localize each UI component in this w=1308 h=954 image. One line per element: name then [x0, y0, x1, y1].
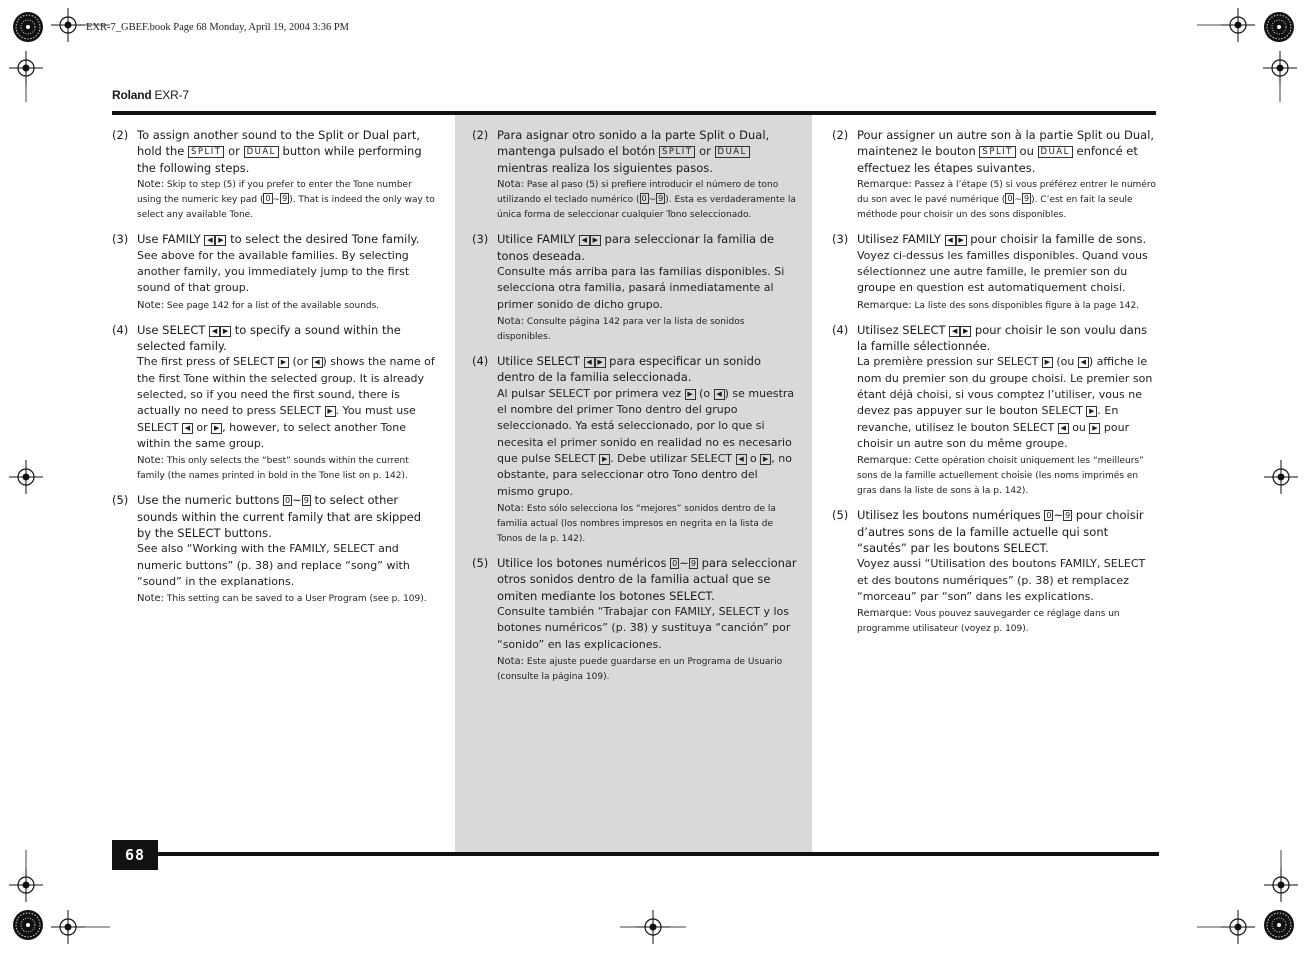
- left-arrow-icon: ◀: [204, 235, 215, 246]
- note-label: Remarque:: [857, 179, 912, 191]
- step-item: [832, 322, 1158, 500]
- SPLIT-key-icon: SPLIT: [659, 146, 695, 158]
- number-key-icon: 9: [303, 496, 309, 506]
- step-item: [112, 231, 437, 313]
- note-label: Remarque:: [857, 608, 912, 620]
- right-arrow-icon: ▶: [956, 235, 967, 246]
- right-arrow-icon: ▶: [220, 326, 231, 337]
- step-item: [832, 231, 1158, 313]
- step-description: Al pulsar SELECT por primera vez ▶ (o ◀ ) se muestra el nombre del primer Tono dentro del grupo seleccionado. Ya está seleccionado, por lo que si necesita el primer sonido en realidad no es necesario que pulse SELECT ▶ . Debe utilizar SELECT ◀ o ▶ , no obstante, para seleccionar otro Tono dentro del mismo grupo.: [497, 386, 795, 498]
- note-text: This setting can be saved to a User Program (see p. 109).: [166, 594, 427, 605]
- step-note: [137, 453, 437, 484]
- step-description: Consulte más arriba para las familias disponibles. Si selecciona otra familia, pasará inmediatamente al primer sonido de dicho grupo.: [497, 265, 785, 311]
- step-description: See also “Working with the FAMILY, SELECT and numeric buttons” (p. 38) and replace “song” with “sound” in the explanations.: [137, 542, 410, 588]
- right-arrow-icon: ▶: [595, 357, 606, 368]
- left-arrow-icon: ◀: [1058, 423, 1069, 434]
- right-arrow-icon: ▶: [278, 357, 289, 368]
- number-key-icon: 0: [1007, 194, 1013, 204]
- step-number: (2): [112, 128, 129, 142]
- number-key-icon: 9: [1023, 194, 1030, 204]
- left-arrow-icon: ◀: [182, 423, 193, 434]
- right-arrow-icon: ▶: [211, 423, 222, 434]
- step-item: [112, 492, 437, 607]
- step-note: [497, 314, 798, 345]
- step-instruction: Utilice FAMILY ◀ ▶ para seleccionar la familia de tonos deseada.: [497, 232, 775, 263]
- step-instruction: Use SELECT ◀ ▶ to specify a sound within the selected family.: [137, 322, 401, 353]
- step-description: La première pression sur SELECT ▶ (ou ◀ ) affiche le nom du premier son du groupe choisi. Le premier son étant déjà choisi, si vous comptez l’utiliser, vous ne devez pas appuyer sur le bouton SELECT ▶ . En revanche, utilisez le bouton SELECT ◀ ou ▶ pour choisir un autre son du même groupe.: [857, 355, 1153, 450]
- note-label: Note:: [137, 593, 165, 605]
- note-text: See page 142 for a list of the available sounds.: [166, 300, 380, 311]
- file-info: EXR-7_GBEF.book Page 68 Monday, April 19, 2004 3:36 PM: [86, 22, 350, 33]
- step-instruction: Utilisez SELECT ◀ ▶ pour choisir le son voulu dans la famille sélectionnée.: [857, 322, 1148, 353]
- right-arrow-icon: ▶: [1042, 357, 1053, 368]
- step-number: (5): [832, 508, 849, 523]
- running-header: [112, 88, 189, 102]
- column-french: [832, 127, 1158, 645]
- step-note: [137, 591, 437, 607]
- step-number: (3): [832, 232, 849, 247]
- step-number: (4): [472, 353, 489, 368]
- step-instruction: Use FAMILY ◀ ▶ to select the desired Tone family.: [137, 232, 420, 247]
- step-item: [112, 322, 437, 485]
- note-label: Nota:: [497, 502, 525, 514]
- step-number: (5): [112, 493, 129, 508]
- step-description: See above for the available families. By selecting another family, you immediately jump to the first sound of that group.: [137, 248, 410, 295]
- step-instruction: Utilice los botones numéricos 0 ~ 9 para seleccionar otros sonidos dentro de la familia actual que se omiten mediante los botones SELECT.: [497, 555, 797, 603]
- note-label: Nota:: [497, 179, 525, 191]
- number-key-icon: 9: [1065, 511, 1071, 521]
- step-item: [832, 127, 1158, 223]
- step-note: [497, 177, 798, 223]
- SPLIT-key-icon: SPLIT: [188, 146, 224, 158]
- left-arrow-icon: ◀: [949, 326, 960, 337]
- step-instruction: Para asignar otro sonido a la parte Split o Dual, mantenga pulsado el botón SPLIT or DUAL mientras realiza los siguientes pasos.: [497, 128, 770, 175]
- step-note: [497, 654, 798, 685]
- model-name: EXR-7: [154, 88, 189, 102]
- step-instruction: Utilisez les boutons numériques 0 ~ 9 pour choisir d’autres sons de la famille actuelle qui sont “sautés” par les boutons SELECT.: [857, 508, 1144, 555]
- right-arrow-icon: ▶: [685, 389, 696, 400]
- note-text: Consulte página 142 para ver la lista de sonidos disponibles.: [497, 316, 745, 342]
- step-description: The first press of SELECT ▶ (or ◀ ) shows the name of the first Tone within the selected group. It is already selected, so if you need the first sound, there is actually no need to press SELECT ▶ . You must use SELECT ◀ or ▶ , however, to select another Tone within the same group.: [137, 355, 435, 450]
- note-label: Note:: [137, 455, 165, 467]
- page-number: 68: [112, 840, 158, 870]
- step-number: (2): [832, 128, 849, 142]
- right-arrow-icon: ▶: [590, 235, 601, 246]
- step-note: [497, 501, 798, 547]
- step-item: [472, 353, 798, 547]
- left-arrow-icon: ◀: [1078, 357, 1089, 368]
- step-item: [472, 555, 798, 685]
- note-label: Nota:: [497, 315, 525, 327]
- step-instruction: Utilice SELECT ◀ ▶ para especificar un sonido dentro de la familia seleccionada.: [497, 353, 761, 385]
- note-label: Remarque:: [857, 455, 912, 467]
- step-note: [137, 177, 437, 223]
- note-text: Cette opération choisit uniquement les “meilleurs” sons de la famille actuellement choisie (les noms imprimés en gras dans la liste de sons à la p. 142).: [857, 456, 1144, 497]
- note-text: La liste des sons disponibles figure à la page 142.: [914, 300, 1140, 311]
- step-note: [857, 606, 1158, 637]
- right-arrow-icon: ▶: [215, 235, 226, 246]
- left-arrow-icon: ◀: [584, 357, 595, 368]
- step-number: (3): [112, 232, 129, 247]
- step-number: (4): [112, 322, 129, 337]
- note-text: Skip to step (5) if you prefer to enter the Tone number using the numeric key pad ( 0 ~ 9 ). That is indeed the only way to select any available Tone.: [137, 180, 435, 221]
- step-note: [857, 177, 1158, 223]
- step-item: [112, 127, 437, 223]
- note-label: Note:: [137, 179, 165, 191]
- note-text: Passez à l’étape (5) si vous préférez entrer le numéro du son avec le pavé numérique ( 0 ~ 9 ). C’est en fait la seule méthode pour choisir un des sons disponibles.: [857, 180, 1156, 221]
- number-key-icon: 0: [265, 194, 271, 204]
- step-description: Consulte también “Trabajar con FAMILY, SELECT y los botones numéricos” (p. 38) y sustituya “canción” por “sonido” en las explicaciones.: [497, 605, 791, 651]
- note-label: Remarque:: [857, 299, 912, 311]
- step-instruction: Utilisez FAMILY ◀ ▶ pour choisir la famille de sons.: [857, 232, 1147, 247]
- DUAL-key-icon: DUAL: [244, 146, 279, 158]
- number-key-icon: 9: [282, 194, 288, 204]
- column-english: [112, 127, 437, 615]
- column-spanish: [472, 127, 798, 693]
- step-item: [472, 231, 798, 345]
- note-text: Pase al paso (5) si prefiere introducir el número de tono utilizando el teclado numérico ( 0 ~ 9 ). Esta es verdaderamente la única forma de seleccionar cualquier Tono seleccionado.: [497, 180, 796, 221]
- note-text: Vous pouvez sauvegarder ce réglage dans un programme utilisateur (voyez p. 109).: [857, 609, 1120, 635]
- left-arrow-icon: ◀: [312, 357, 323, 368]
- note-text: Este ajuste puede guardarse en un Programa de Usuario (consulte la página 109).: [497, 656, 783, 682]
- left-arrow-icon: ◀: [714, 389, 725, 400]
- DUAL-key-icon: DUAL: [715, 146, 750, 158]
- step-number: (4): [832, 322, 849, 337]
- left-arrow-icon: ◀: [209, 326, 220, 337]
- step-item: [832, 507, 1158, 637]
- bottom-rule: [158, 852, 1159, 856]
- step-instruction: To assign another sound to the Split or Dual part, hold the SPLIT or DUAL button while performing the following steps.: [137, 128, 422, 175]
- left-arrow-icon: ◀: [736, 454, 747, 465]
- right-arrow-icon: ▶: [960, 326, 971, 337]
- right-arrow-icon: ▶: [760, 454, 771, 465]
- left-arrow-icon: ◀: [579, 235, 590, 246]
- note-label: Nota:: [497, 655, 525, 667]
- step-number: (2): [472, 128, 489, 142]
- right-arrow-icon: ▶: [599, 454, 610, 465]
- number-key-icon: 0: [672, 558, 678, 568]
- right-arrow-icon: ▶: [325, 406, 336, 417]
- number-key-icon: 0: [1046, 511, 1052, 521]
- note-label: Note:: [137, 299, 165, 311]
- left-arrow-icon: ◀: [945, 235, 956, 246]
- number-key-icon: 9: [658, 194, 664, 204]
- step-description: Voyez ci-dessus les familles disponibles. Quand vous sélectionnez une autre famille, le premier son du groupe en question est automatiquement choisi.: [857, 248, 1148, 295]
- step-description: Voyez aussi “Utilisation des boutons FAMILY, SELECT et des boutons numériques” (p. 38) et remplacez “morceau” par “son” dans les explications.: [857, 557, 1146, 603]
- right-arrow-icon: ▶: [1089, 423, 1100, 434]
- step-instruction: Use the numeric buttons 0 ~ 9 to select other sounds within the current family that are skipped by the SELECT buttons.: [137, 493, 421, 540]
- number-key-icon: 0: [641, 194, 647, 204]
- step-number: (5): [472, 555, 489, 570]
- step-instruction: Pour assigner un autre son à la partie Split ou Dual, maintenez le bouton SPLIT ou DUAL enfoncé et effectuez les étapes suivantes.: [857, 128, 1155, 175]
- note-text: Esto sólo selecciona los “mejores” sonidos dentro de la familia actual (los nombres impresos en negrita en la lista de Tonos de la p. 142).: [497, 503, 776, 544]
- step-note: [137, 298, 437, 314]
- number-key-icon: 0: [285, 496, 291, 506]
- step-number: (3): [472, 232, 489, 247]
- brand-name: Roland: [112, 88, 152, 102]
- step-note: [857, 453, 1158, 499]
- SPLIT-key-icon: SPLIT: [979, 146, 1015, 158]
- note-text: This only selects the “best” sounds within the current family (the names printed in bold in the Tone list on p. 142).: [137, 456, 409, 482]
- step-item: [472, 127, 798, 223]
- number-key-icon: 9: [690, 558, 696, 568]
- DUAL-key-icon: DUAL: [1038, 146, 1073, 158]
- right-arrow-icon: ▶: [1086, 406, 1097, 417]
- step-note: [857, 298, 1158, 314]
